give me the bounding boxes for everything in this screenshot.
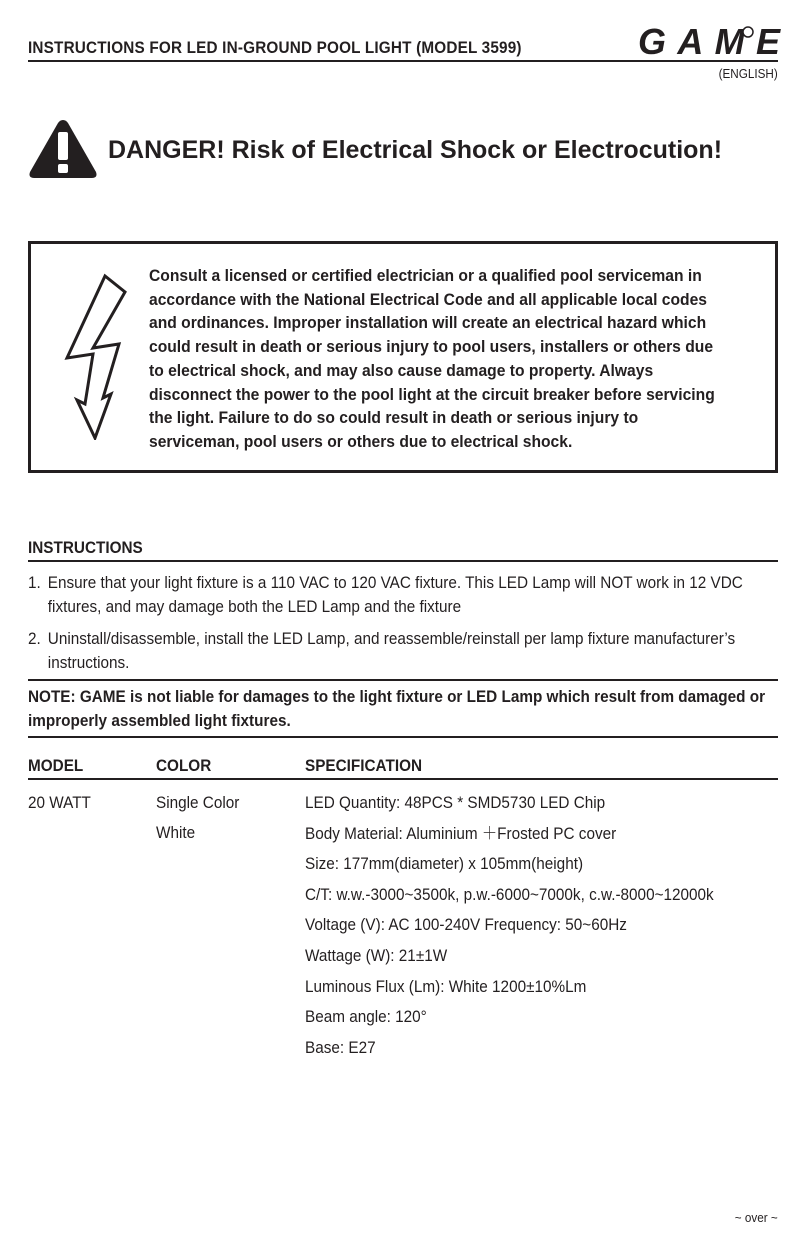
language-label: (ENGLISH): [718, 66, 778, 81]
warning-triangle-icon: [28, 118, 98, 180]
spec-item: Voltage (V): AC 100-240V Frequency: 50~60Hz: [305, 915, 627, 935]
spec-item: Size: 177mm(diameter) x 105mm(height): [305, 854, 584, 874]
model-cell: 20 WATT: [28, 793, 91, 812]
specification-list: [305, 788, 759, 1063]
note-top-divider: [28, 679, 778, 681]
svg-text:GAME: GAME: [638, 22, 778, 60]
electrical-warning-box: [28, 241, 778, 473]
list-item: [28, 627, 795, 675]
spec-item: Base: E27: [305, 1037, 376, 1057]
list-item-number: 1.: [28, 573, 41, 592]
instructions-list: [28, 571, 788, 683]
spec-item: Wattage (W): 21±1W: [305, 945, 448, 965]
column-header-model: MODEL: [28, 756, 84, 775]
list-item: [28, 571, 795, 619]
document-title: INSTRUCTIONS FOR LED IN-GROUND POOL LIGHT (MODEL 3599): [28, 38, 522, 57]
danger-heading: DANGER! Risk of Electrical Shock or Electrocution!: [108, 136, 723, 164]
page-footer: ~ over ~: [735, 1210, 778, 1225]
spec-item: LED Quantity: 48PCS * SMD5730 LED Chip: [305, 793, 606, 812]
spec-item: Body Material: Aluminium ＋Frosted PC cover: [305, 823, 617, 843]
danger-heading-row: [28, 118, 788, 182]
lightning-bolt-icon: [61, 272, 127, 440]
list-item-text: Uninstall/disassemble, install the LED Lamp, and reassemble/reinstall per lamp fixture manufacturer’s instructions.: [47, 629, 736, 672]
column-header-specification: SPECIFICATION: [305, 756, 423, 775]
color-cell-line1: Single Color: [156, 793, 240, 812]
list-item-number: 2.: [28, 629, 41, 648]
spec-item: Luminous Flux (Lm): White 1200±10%Lm: [305, 976, 587, 996]
list-item-text: Ensure that your light fixture is a 110 VAC to 120 VAC fixture. This LED Lamp will NOT work in 12 VDC fixtures, and may damage both the LED Lamp and the fixture: [47, 573, 743, 616]
warning-text: Consult a licensed or certified electrician or a qualified pool serviceman in accordance with the National Electrical Code and all applicable local codes and ordinances. Improper installation will create an electrical hazard which could result in death or serious injury to pool users, installers or others due to electrical shock, and may also cause damage to property. Always disconnect the power to the pool light at the circuit breaker before servicing the light. Failure to do so could result in death or serious injury to serviceman, pool users or others due to electrical shock.: [149, 266, 715, 451]
game-logo: [636, 22, 782, 60]
instructions-heading: INSTRUCTIONS: [28, 538, 143, 557]
color-cell-line2: White: [156, 823, 196, 842]
table-header-divider: [28, 778, 778, 780]
note-bottom-divider: [28, 736, 778, 738]
spec-item: C/T: w.w.-3000~3500k, p.w.-6000~7000k, c.w.-8000~12000k: [305, 884, 714, 904]
instructions-divider: [28, 560, 778, 562]
spec-item: Beam angle: 120°: [305, 1007, 427, 1027]
header-divider: [28, 60, 778, 62]
column-header-color: COLOR: [156, 756, 212, 775]
liability-note: NOTE: GAME is not liable for damages to the light fixture or LED Lamp which result from damaged or improperly assembled light fixtures.: [28, 687, 766, 730]
